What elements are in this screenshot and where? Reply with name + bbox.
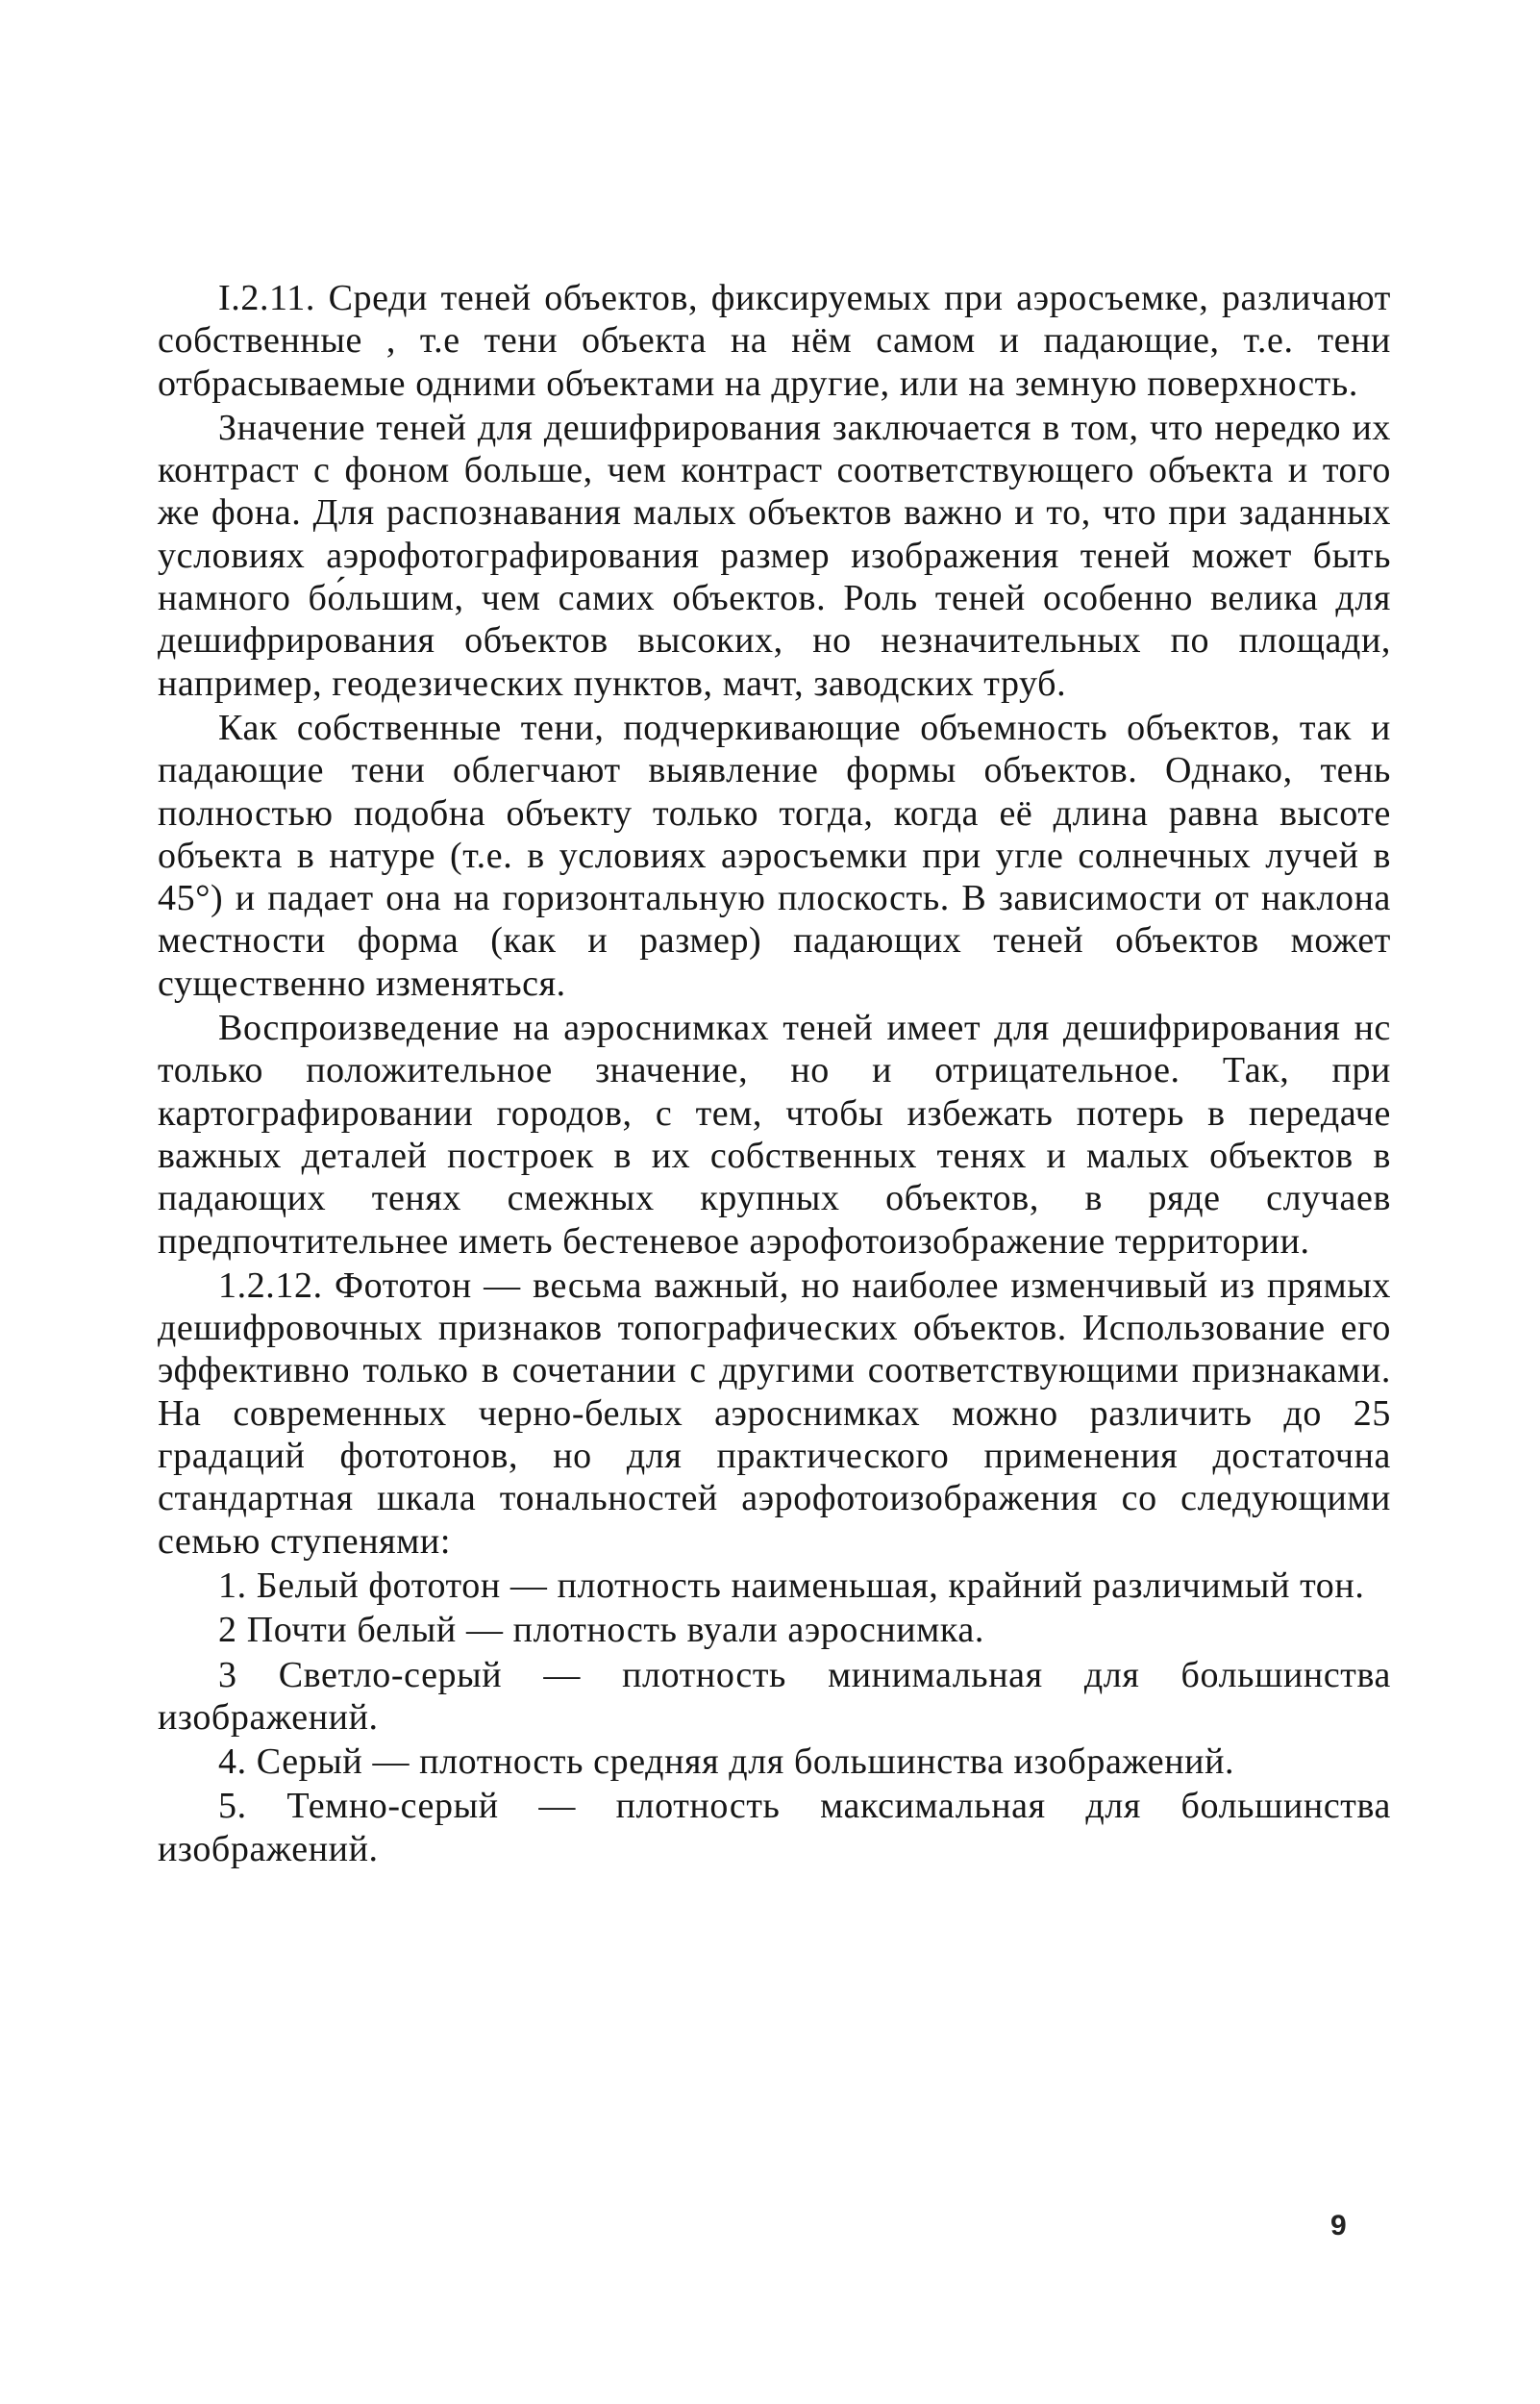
paragraph-shadows-form: Как собственные тени, подчеркивающие объемность объектов, так и падающие тени облегчают выявление формы объектов. Однако, тень полностью подобна объекту только тогда, когда её длина равна высоте объекта в натуре (т.е. в условиях аэросъемки при угле солнечных лучей в 45°) и падает она на горизонтальную плоскость. В зависимости от наклона местности форма (как и размер) падающих теней объектов может существенно изменяться. <box>158 707 1391 1004</box>
paragraph-shadows-types: I.2.11. Среди теней объектов, фиксируемых при аэросъемке, различают собственные , т.е тени объекта на нём самом и падающие, т.е. тени отбрасываемые одними объектами на другие, или на земную поверхность. <box>158 278 1391 404</box>
paragraph-shadows-importance: Значение теней для дешифрирования заключается в том, что нередко их контраст с фоном больше, чем контраст соответствующего объекта и того же фона. Для распознавания малых объектов важно и то, что при заданных условиях аэрофотографирования размер изображения теней может быть намного бо́льшим, чем самих объектов. Роль теней особенно велика для дешифрирования объектов высоких, но незначительных по площади, например, геодезических пунктов, мачт, заводских труб. <box>158 407 1391 704</box>
paragraph-shadows-reproduction: Воспроизведение на аэроснимках теней имеет для дешифрирования нс только положительное значение, но и отрицательное. Так, при картографировании городов, с тем, чтобы избежать потерь в передаче важных деталей построек в их собственных тенях и малых объектов в падающих тенях смежных крупных объектов, в ряде случаев предпочтительнее иметь бестеневое аэрофотоизображение территории. <box>158 1008 1391 1262</box>
body-text <box>158 277 1391 1872</box>
list-item-light-gray: 3 Светло-серый — плотность минимальная для большинства изображений. <box>158 1654 1391 1738</box>
paragraph-phototone: 1.2.12. Фототон — весьма важный, но наиболее изменчивый из прямых дешифровочных признаков топографических объектов. Использование его эффективно только в сочетании с другими соответствующими признаками. На современных черно-белых аэроснимках можно различить до 25 градаций фототонов, но для практического применения достаточна стандартная шкала тональностей аэрофотоизображения со следующими семью ступенями: <box>158 1265 1391 1562</box>
list-item-dark-gray: 5. Темно-серый — плотность максимальная для большинства изображений. <box>158 1786 1391 1869</box>
list-item-almost-white: 2 Почти белый — плотность вуали аэроснимка. <box>218 1610 984 1651</box>
page-number: 9 <box>1330 2210 1347 2241</box>
list-item-gray: 4. Серый — плотность средняя для большинства изображений. <box>218 1741 1235 1783</box>
list-item-white: 1. Белый фототон — плотность наименьшая, крайний различимый тон. <box>218 1565 1365 1606</box>
